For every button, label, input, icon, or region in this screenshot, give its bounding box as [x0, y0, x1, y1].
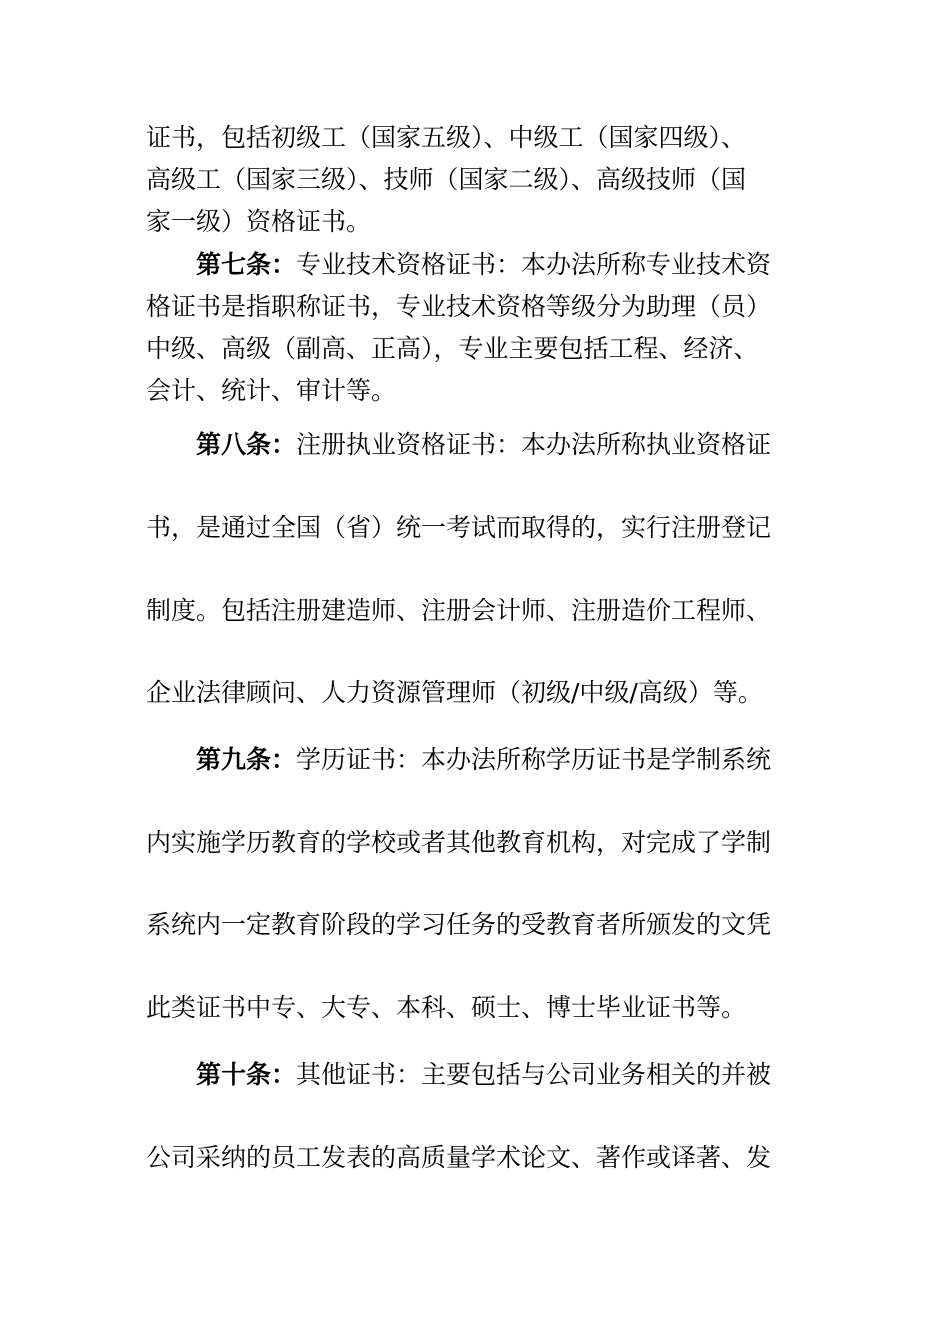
article-8-first-line: [196, 429, 816, 461]
paragraph-line: 系统内一定教育阶段的学习任务的受教育者所颁发的文凭: [146, 910, 772, 939]
article-7-first-line: [196, 249, 816, 281]
article-8-heading: 第八条：: [196, 430, 297, 459]
article-9-first-line: [196, 744, 816, 776]
paragraph-line: 制度。包括注册建造师、注册会计师、注册造价工程师、: [146, 596, 772, 625]
paragraph-line: 书，是通过全国（省）统一考试而取得的，实行注册登记: [146, 513, 772, 542]
paragraph-line: 公司采纳的员工发表的高质量学术论文、著作或译著、发: [146, 1143, 772, 1172]
paragraph-line: 内实施学历教育的学校或者其他教育机构，对完成了学制: [146, 828, 772, 857]
paragraph-text: 专业技术资格证书：本办法所称专业技术资: [296, 250, 772, 279]
article-10-heading: 第十条：: [196, 1060, 297, 1089]
paragraph-line: 格证书是指职称证书，专业技术资格等级分为助理（员）: [146, 292, 772, 321]
paragraph-text: 注册执业资格证书：本办法所称执业资格证: [296, 430, 772, 459]
article-7-heading: 第七条：: [196, 250, 297, 279]
paragraph-line: 证书，包括初级工（国家五级）、中级工（国家四级）、: [146, 123, 747, 152]
paragraph-text: 其他证书：主要包括与公司业务相关的并被: [296, 1060, 772, 1089]
paragraph-text: 学历证书：本办法所称学历证书是学制系统: [296, 745, 772, 774]
paragraph-line: 此类证书中专、大专、本科、硕士、博士毕业证书等。: [146, 993, 747, 1022]
paragraph-line: 企业法律顾问、人力资源管理师（初级/中级/高级）等。: [146, 678, 763, 707]
paragraph-line: 中级、高级（副高、正高），专业主要包括工程、经济、: [146, 334, 759, 363]
article-10-first-line: [196, 1059, 816, 1091]
paragraph-line: 会计、统计、审计等。: [146, 376, 397, 405]
paragraph-line: 高级工（国家三级）、技师（国家二级）、高级技师（国: [146, 165, 747, 194]
paragraph-line: 家一级）资格证书。: [146, 207, 372, 236]
article-9-heading: 第九条：: [196, 745, 297, 774]
